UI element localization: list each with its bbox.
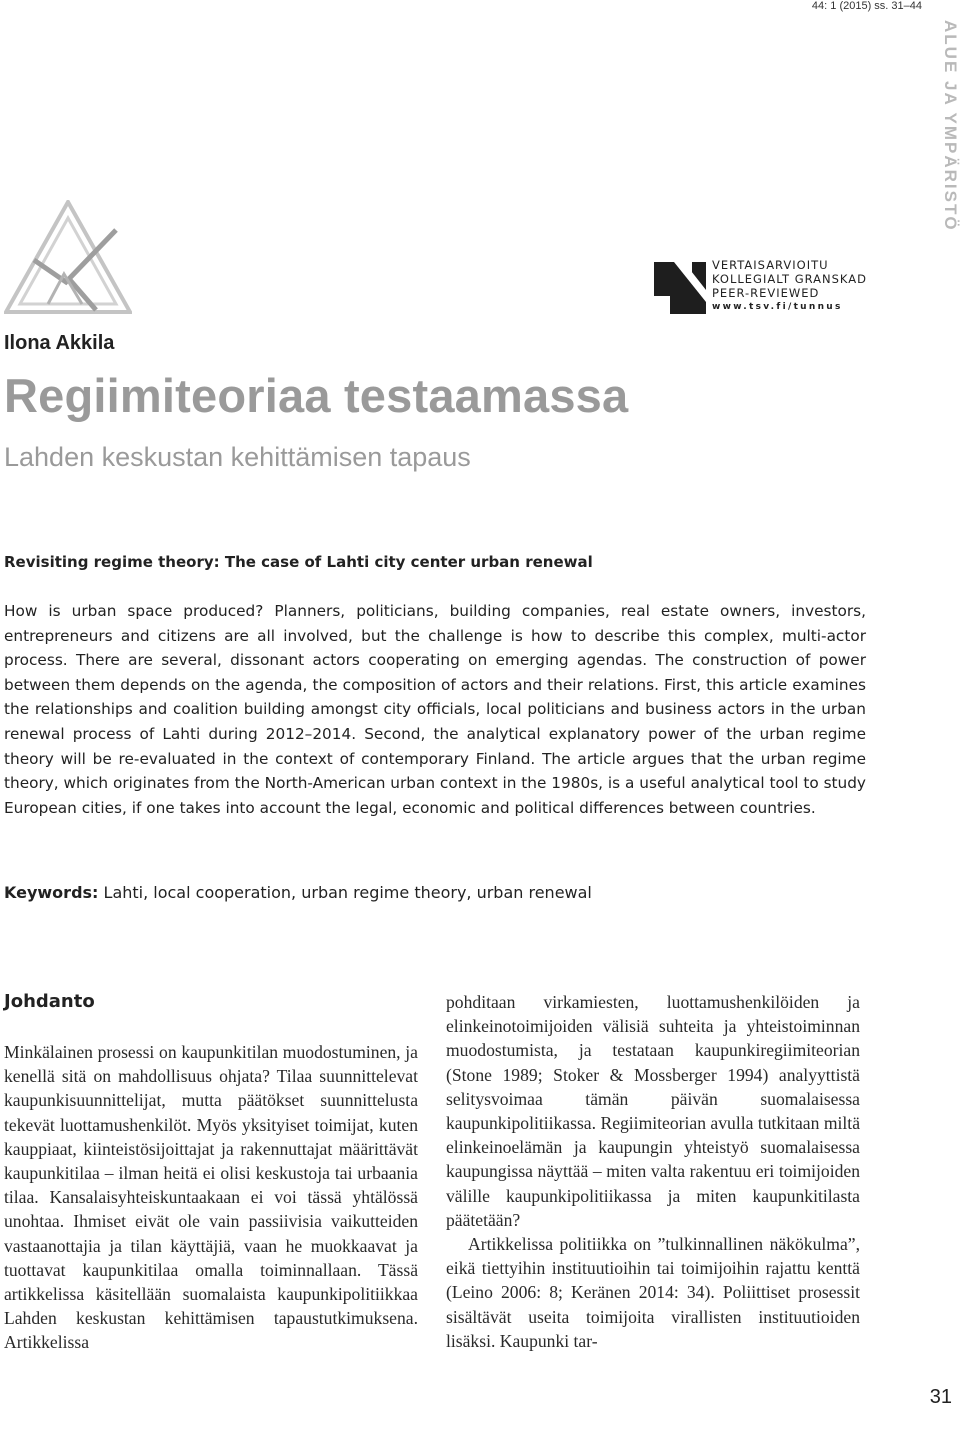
section-heading: Johdanto	[4, 991, 95, 1012]
paragraph: Artikkelissa politiikka on ”tulkinnallinen näkökulma”, eikä tiettyihin instituutioihin tai toimijoihin rajattu kenttä (Leino 2006: 8; Keränen 2014: 34). Poliittiset prosessit sisältävät useita toimijoita virallisten instituutioiden lisäksi. Kaupunki tar-	[446, 1234, 860, 1351]
keywords-label: Keywords:	[4, 883, 99, 902]
badge-line-2: KOLLEGIALT GRANSKAD	[712, 272, 867, 286]
issue-reference: 44: 1 (2015) ss. 31–44	[811, 0, 922, 12]
page-number: 31	[929, 1386, 952, 1408]
author-name: Ilona Akkila	[4, 332, 115, 354]
article-subtitle: Lahden keskustan kehittämisen tapaus	[4, 442, 471, 472]
journal-name: ALUE JA YMPÄRISTÖ	[941, 20, 960, 232]
body-column-right	[446, 990, 860, 1353]
body-column-left	[4, 1040, 418, 1355]
paragraph: pohditaan virkamiesten, luottamushenkilöiden ja elinkeinotoimijoiden välisiä suhteita ja yhteistoiminnan muodostumista, ja testataan kaupunkiregiimiteorian (Stone 1989; Stoker & Mossberger 1994) analyyttistä selitysvoimaa tämän päivän suomalaisessa kaupunkipolitiikassa. Regiimiteorian avulla tutkitaan miltä elinkeinoelämän ja kaupungin yhteistyö suomalaisessa kaupungissa näyttää – miten valta rakentuu eri toimijoiden välille kaupunkipolitiikassa ja miten kaupunkitilasta päätetään?	[446, 992, 860, 1230]
peer-review-logo-icon	[654, 262, 706, 314]
badge-line-1: VERTAISARVIOITU	[712, 258, 829, 272]
badge-line-3: PEER-REVIEWED	[712, 286, 820, 300]
english-title: Revisiting regime theory: The case of Lahti city center urban renewal	[4, 553, 593, 571]
journal-logo-icon	[4, 200, 132, 316]
keywords-text: Lahti, local cooperation, urban regime theory, urban renewal	[98, 883, 592, 902]
article-title: Regiimiteoriaa testaamassa	[4, 369, 629, 422]
abstract: How is urban space produced? Planners, politicians, building companies, real estate owners, investors, entrepreneurs and citizens are all involved, but the challenge is how to describe this complex, multi-actor process. There are several, dissonant actors cooperating on emerging agendas. The construction of power between them depends on the agenda, the composition of actors and their relations. First, this article examines the relationships and coalition building amongst city officials, local politicians and business actors in the urban renewal process of Lahti during 2012–2014. Second, the analytical explanatory power of the urban regime theory will be re-evaluated in the context of contemporary Finland. The article argues that the urban regime theory, which originates from the North-American urban context in the 1980s, is a useful analytical tool to study European cities, if one takes into account the legal, economic and political differences between countries.	[4, 602, 866, 817]
badge-url: www.tsv.fi/tunnus	[712, 302, 843, 312]
keywords	[4, 883, 874, 902]
paragraph: Minkälainen prosessi on kaupunkitilan muodostuminen, ja kenellä sitä on mahdollisuus ohjata? Tilaa suunnittelevat kaupunkisuunnittelijat, mutta päätökset suunnittelusta tekevät luottamushenkilöt. Myös yksityiset toimijat, kuten kauppiaat, kiinteistösijoittajat ja rakennuttajat määrittävät kaupunkitilaa – ilman heitä ei olisi keskustoja tai urbaania tilaa. Kansalaisyhteiskuntaakaan ei voi tässä yhtälössä unohtaa. Ihmiset eivät ole vain passiivisia vaikutteiden vastaanottajia ja tilan käyttäjiä, vaan he muokkaavat ja tuottavat kaupunkitilaa omalla toiminnallaan. Tässä artikkelissa käsitellään suomalaista kaupunkipolitiikkaa Lahden keskustan kehittämisen tapaustutkimuksena. Artikkelissa	[4, 1042, 418, 1353]
peer-review-badge	[654, 258, 884, 316]
